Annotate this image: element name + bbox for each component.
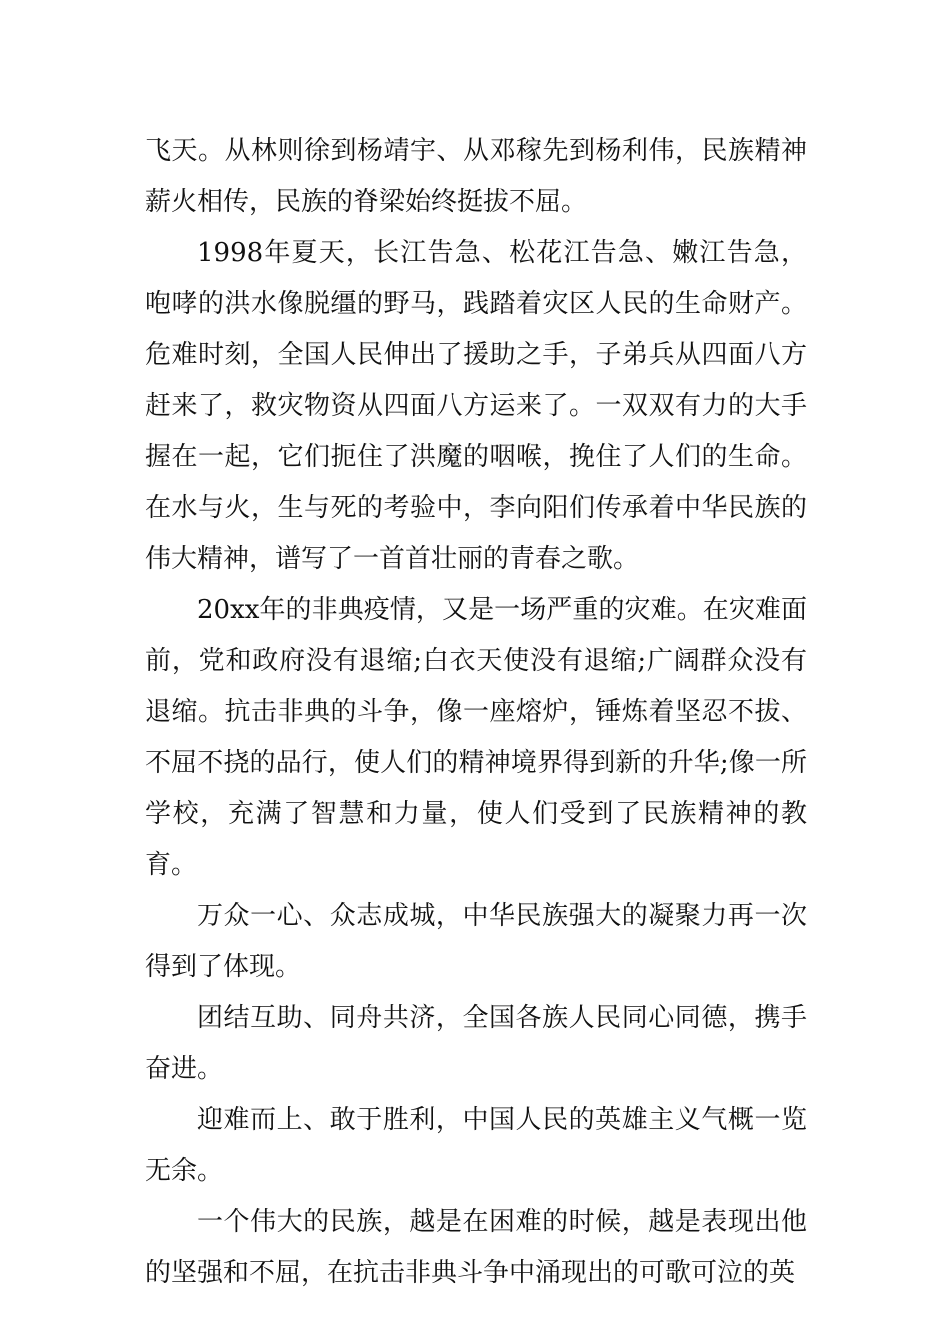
paragraph-4: 万众一心、众志成城，中华民族强大的凝聚力再一次得到了体现。 [145,901,807,982]
document-body [145,126,807,1299]
paragraph-2: 1998年夏天，长江告急、松花江告急、嫩江告急，咆哮的洪水像脱缰的野马，践踏着灾区人民的生命财产。危难时刻，全国人民伸出了援助之手，子弟兵从四面八方赶来了，救灾物资从四面八方运来了。一双双有力的大手握在一起，它们扼住了洪魔的咽喉，挽住了人们的生命。在水与火，生与死的考验中，李向阳们传承着中华民族的伟大精神，谱写了一首首壮丽的青春之歌。 [145,238,807,574]
paragraph-7: 一个伟大的民族，越是在困难的时候，越是表现出他的坚强和不屈，在抗击非典斗争中涌现出的可歌可泣的英 [145,1207,807,1288]
paragraph-3: 20xx年的非典疫情，又是一场严重的灾难。在灾难面前，党和政府没有退缩;白衣天使没有退缩;广阔群众没有退缩。抗击非典的斗争，像一座熔炉，锤炼着坚忍不拔、不屈不挠的品行，使人们的精神境界得到新的升华;像一所学校，充满了智慧和力量，使人们受到了民族精神的教育。 [145,595,807,880]
paragraph-5: 团结互助、同舟共济，全国各族人民同心同德，携手奋进。 [145,1003,807,1084]
paragraph-1: 飞天。从林则徐到杨靖宇、从邓稼先到杨利伟，民族精神薪火相传，民族的脊梁始终挺拔不屈。 [145,136,807,217]
paragraph-6: 迎难而上、敢于胜利，中国人民的英雄主义气概一览无余。 [145,1105,807,1186]
